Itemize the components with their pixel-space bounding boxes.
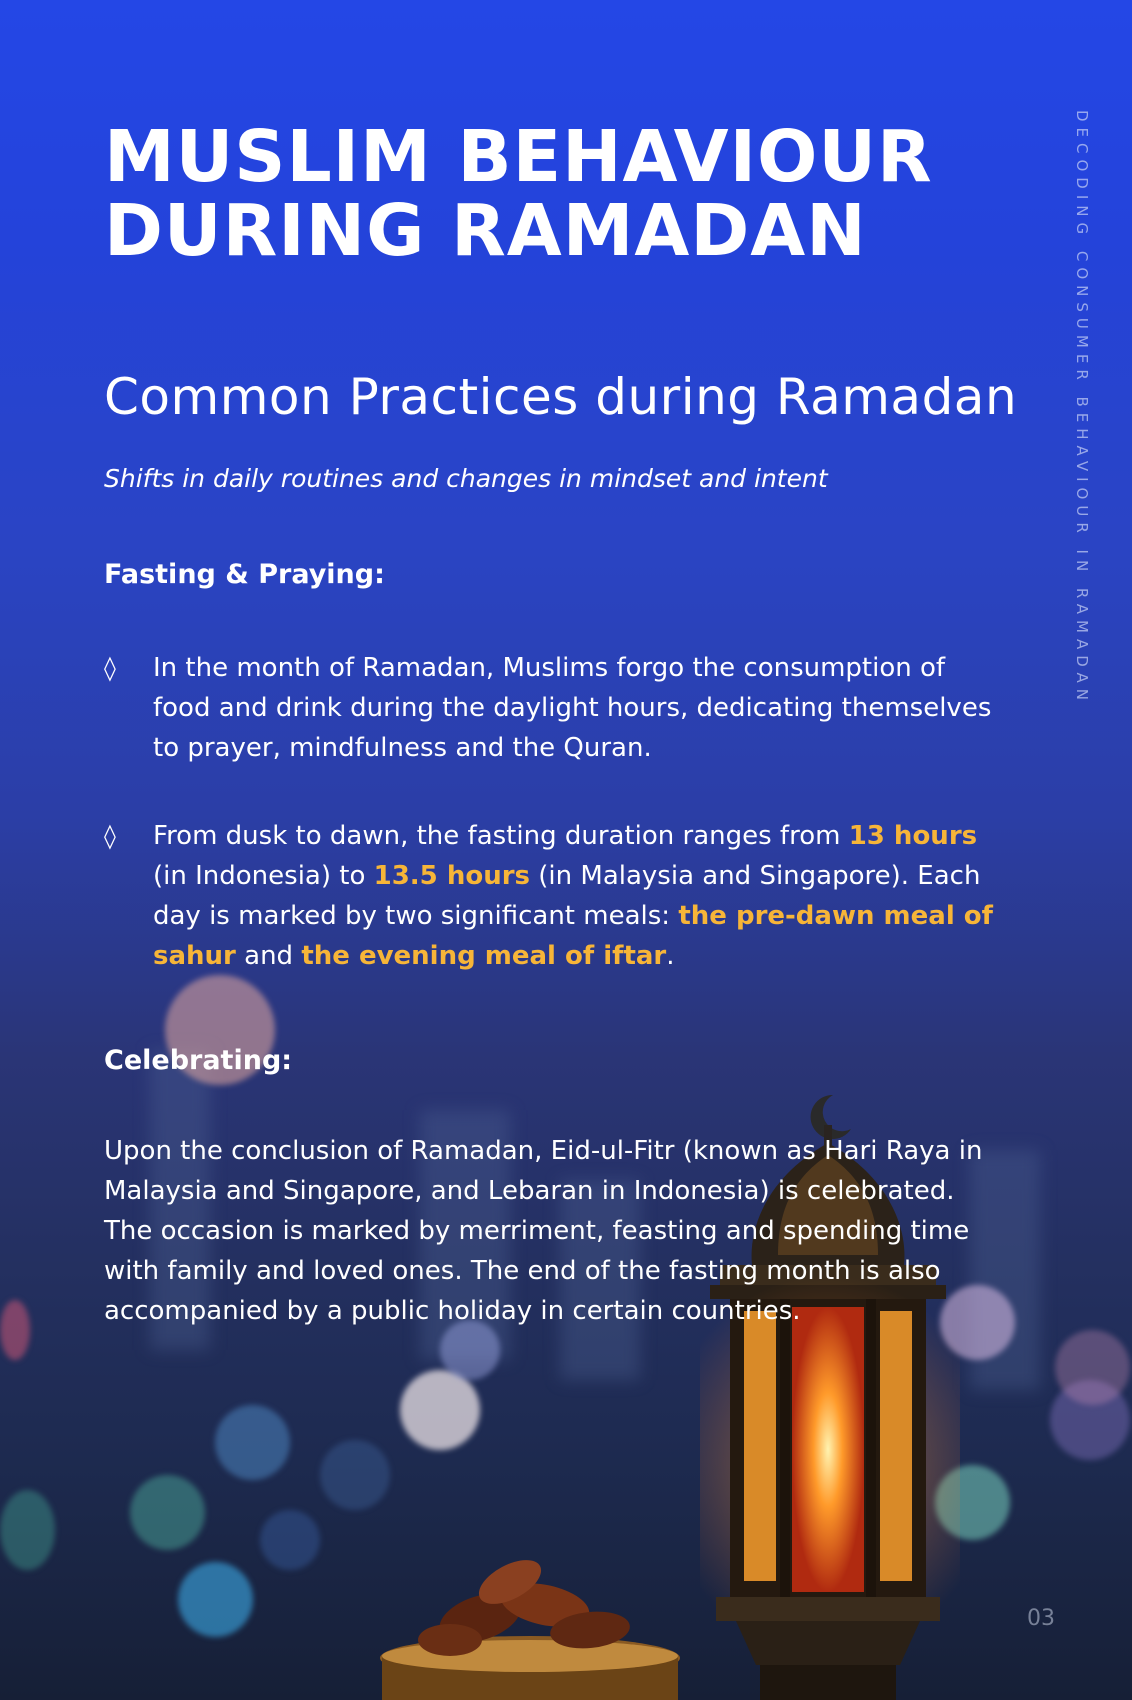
highlight-13-5-hours: 13.5 hours <box>373 861 531 891</box>
highlight-iftar: the evening meal of iftar <box>301 941 667 971</box>
bullet-2-part-5: . <box>666 941 675 971</box>
bullet-2-part-1: From dusk to dawn, the fasting duration ranges from <box>153 821 849 851</box>
diamond-bullet-icon: ◊ <box>104 654 116 682</box>
page-number: 03 <box>1027 1606 1055 1631</box>
page-title <box>104 115 933 272</box>
bullet-1-text: In the month of Ramadan, Muslims forgo the consumption of food and drink during the daylight hours, dedicating themselves to prayer, mindfulness and the Quran. <box>153 653 992 763</box>
bullet-2-part-3: (in Malaysia and Singapore). Each day is marked by two significant meals: <box>153 861 981 931</box>
title-line-2: DURING RAMADAN <box>104 189 867 272</box>
bullet-2-part-2: (in Indonesia) to <box>153 861 374 891</box>
highlight-13-hours: 13 hours <box>848 821 978 851</box>
highlight-sahur: the pre-dawn meal of sahur <box>153 901 993 971</box>
bullet-2-part-4: and <box>235 941 302 971</box>
fasting-bullet-2 <box>104 816 1004 976</box>
celebrating-paragraph: Upon the conclusion of Ramadan, Eid-ul-Fitr (known as Hari Raya in Malaysia and Singapore, and Lebaran in Indonesia) is celebrated. The occasion is marked by merriment, feasting and spending time with family and loved ones. The end of the fasting month is also accompanied by a public holiday in certain countries. <box>104 1136 983 1326</box>
fasting-bullet-1 <box>104 648 1004 768</box>
diamond-bullet-icon: ◊ <box>104 822 116 850</box>
title-line-1: MUSLIM BEHAVIOUR <box>104 115 933 198</box>
section-subtitle: Common Practices during Ramadan <box>104 368 1018 426</box>
celebrating-heading: Celebrating: <box>104 1045 293 1076</box>
side-label: DECODING CONSUMER BEHAVIOUR IN RAMADAN <box>1073 110 1091 706</box>
fasting-heading: Fasting & Praying: <box>104 559 385 590</box>
tagline: Shifts in daily routines and changes in mindset and intent <box>104 464 828 493</box>
bullet-2-text <box>153 816 1004 976</box>
